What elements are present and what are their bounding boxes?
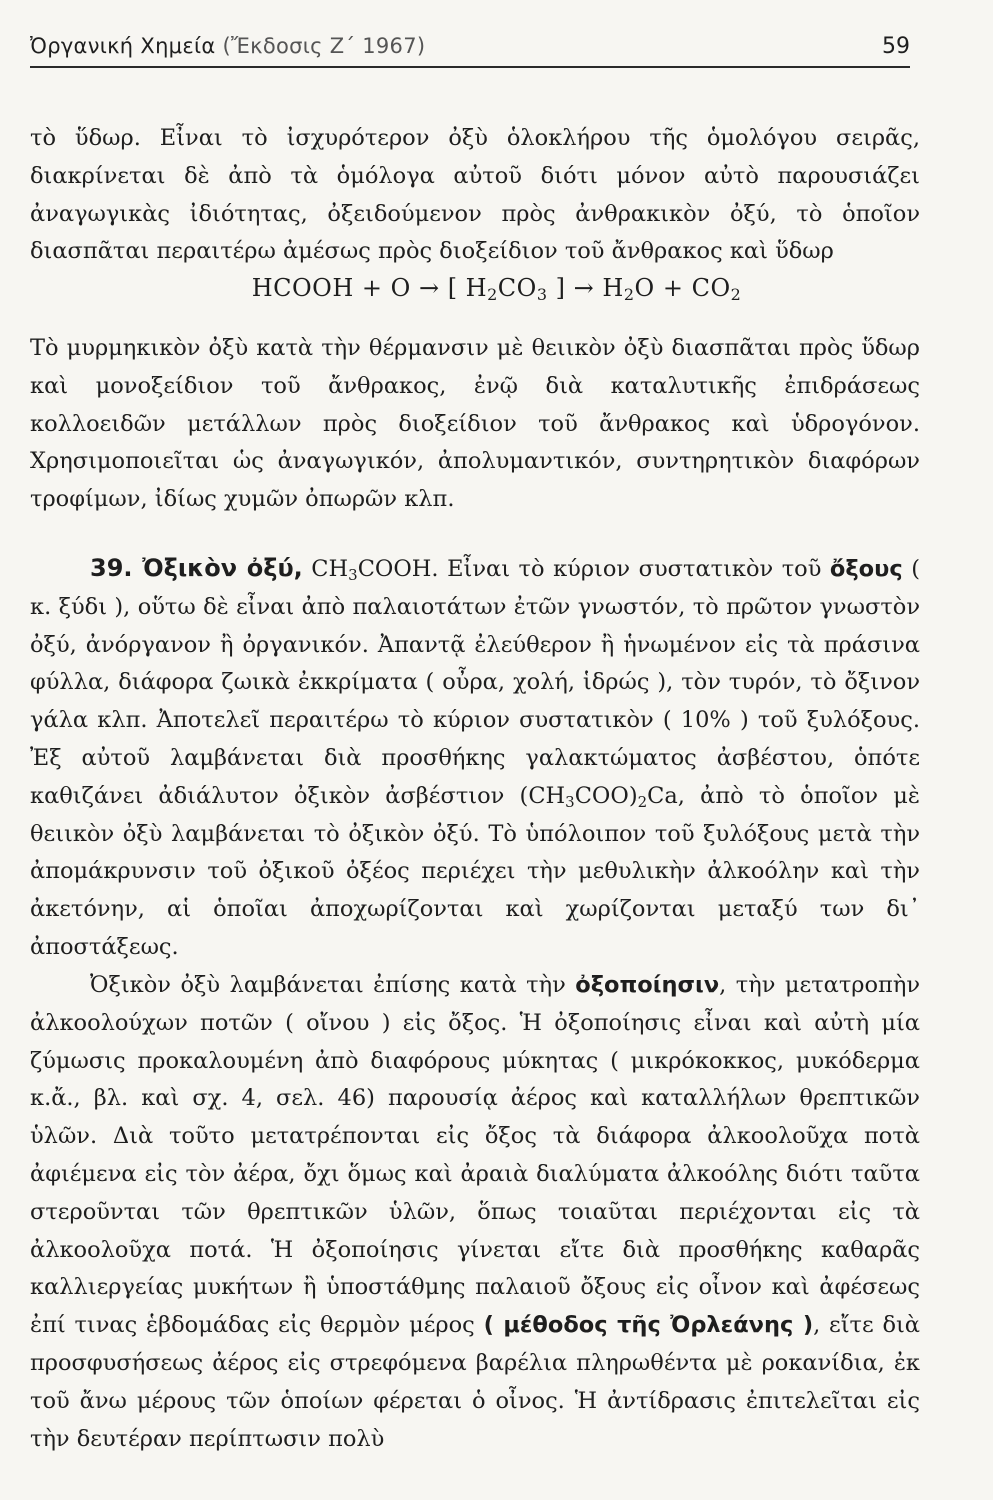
page-header <box>30 30 910 68</box>
term-acetification: ὀξοποίησιν <box>575 972 720 998</box>
ca-formula-c: Ca, <box>647 782 685 809</box>
eq-products: O + CO <box>634 274 731 302</box>
running-title <box>30 34 425 58</box>
eq-sub-2c: 2 <box>730 285 742 304</box>
p4-text-c: , τὴν μετατροπὴν ἀλκοολούχων ποτῶν ( οἴνου ) εἰς ὄξος. Ἡ ὀξοποίησις εἶναι καὶ αὐτὴ μία ζύμωσις προκαλουμένη ἀπὸ διαφόρους μύκητας ( μικρόκοκκος, μυκόδερμα κ.ἄ., βλ. καὶ σχ. 4, σελ. 46) παρουσίᾳ ἀέρος καὶ καταλλήλων θρεπτικῶν ὑλῶν. Διὰ τοῦτο μετατρέπονται εἰς ὄξος τὰ διάφορα ἀλκοολοῦχα ποτὰ ἀφιέμενα εἰς τὸν ἀέρα, ὄχι ὅμως καὶ ἀραιὰ διαλύματα ἀλκοόλης διότι ταῦτα στεροῦνται τῶν θρεπτικῶν ὑλῶν, ὅπως τοιαῦται περιέχονται εἰς τὰ ἀλκοολοῦχα ποτά. Ἡ ὀξοποίησις γίνεται εἴτε διὰ προσθήκης καθαρᾶς καλλιεργείας μυκήτων ἢ ὑποστάθμης παλαιοῦ ὄξους εἰς οἶνον καὶ ἀφέσεως ἐπί τινας ἑβδομάδας εἰς θερμὸν μέρος <box>30 972 921 1339</box>
formula-part-a: CH <box>302 556 349 582</box>
page-number: 59 <box>882 34 910 59</box>
term-oxous: ὄξους <box>829 556 903 582</box>
ca-sub-2: 2 <box>637 792 648 811</box>
paragraph-formic-acid-end: τὸ ὕδωρ. Εἶναι τὸ ἰσχυρότερον ὀξὺ ὁλοκλήρου τῆς ὁμολόγου σειρᾶς, διακρίνεται δὲ ἀπὸ τὰ ὁμόλογα αὐτοῦ διότι μόνον αὐτὸ παρουσιάζει ἀναγωγικὰς ἰδιότητας, ὀξειδούμενον πρὸς ἀνθρακικὸν ὀξύ, τὸ ὁποῖον διασπᾶται περαιτέρω ἀμέσως πρὸς διοξείδιον τοῦ ἄνθρακος καὶ ὕδωρ <box>30 125 920 265</box>
chemical-equation <box>0 274 993 302</box>
eq-arrow-1: → <box>410 274 448 302</box>
ca-formula-a: (CH <box>519 782 566 809</box>
eq-intermediate-close: ] <box>547 274 566 302</box>
eq-arrow-2: → <box>565 274 603 302</box>
section-heading: 39. Ὀξικὸν ὀξύ, <box>90 554 303 582</box>
term-orleans-method: ( μέθοδος τῆς Ὀρλεάνης ) <box>483 1312 814 1339</box>
eq-intermediate-a: [ H <box>447 274 488 302</box>
eq-intermediate-b: CO <box>497 274 537 302</box>
eq-sub-2a: 2 <box>487 285 498 304</box>
eq-sub-3: 3 <box>536 285 548 304</box>
section-acetic-acid <box>30 550 920 967</box>
eq-sub-2b: 2 <box>623 285 635 304</box>
eq-reactants: HCOOH + O <box>251 274 411 302</box>
formula-part-b: COOH. <box>357 556 439 582</box>
paragraph-formic-acid-uses: Τὸ μυρμηκικὸν ὀξὺ κατὰ τὴν θέρμανσιν μὲ θειικὸν ὀξὺ διασπᾶται πρὸς ὕδωρ καὶ μονοξείδιον τοῦ ἄνθρακος, ἐνῷ διὰ καταλυτικῆς ἐπιδράσεως κολλοειδῶν μετάλλων πρὸς διοξείδιον τοῦ ἄνθρακος καὶ ὑδρογόνον. Χρησιμοποιεῖται ὡς ἀναγωγικόν, ἀπολυμαντικόν, συντηρητικὸν διαφόρων τροφίμων, ἰδίως χυμῶν ὀπωρῶν κλπ. <box>30 335 920 513</box>
paragraph-acetification <box>30 967 920 1458</box>
section-text-c: ἀπὸ τὸ ὁποῖον μὲ θειικὸν ὀξὺ λαμβάνεται τὸ ὀξικὸν ὀξύ. Τὸ ὑπόλοιπον τοῦ ξυλόξους μετὰ τὴν ἀπομάκρυνσιν τοῦ ὀξικοῦ ὀξέος περιέχει τὴν μεθυλικὴν ἀλκοόλην καὶ τὴν ἀκετόνην, αἱ ὁποῖαι ἀποχωρίζονται καὶ χωρίζονται μεταξύ των δι᾽ ἀποστάξεως. <box>30 782 920 960</box>
formula-sub: 3 <box>348 566 358 584</box>
section-text-a: Εἶναι τὸ κύριον συστατικὸν τοῦ <box>438 556 830 582</box>
p4-text-e: , εἴτε διὰ προσφυσήσεως ἀέρος εἰς στρεφόμενα βαρέλια πληρωθέντα μὲ ροκανίδια, ἐκ τοῦ ἄνω μέρους τῶν ὁποίων φέρεται ὁ οἶνος. Ἡ ἀντίδρασις ἐπιτελεῖται εἰς τὴν δευτέραν περίπτωσιν πολὺ <box>30 1312 921 1452</box>
eq-product-h: H <box>602 274 624 302</box>
book-title: Ὀργανική Χημεία <box>30 34 216 58</box>
ca-formula-b: COO) <box>574 782 638 809</box>
section-text-b: ( κ. ξύδι ), οὕτω δὲ εἶναι ἀπὸ παλαιοτάτων ἐτῶν γνωστόν, τὸ πρῶτον γνωστὸν ὀξύ, ἀνόργανον ἢ ὀργανικόν. Ἀπαντᾷ ἐλεύθερον ἢ ἡνωμένον εἰς τὰ πράσινα φύλλα, διάφορα ζωικὰ ἐκκρίματα ( οὖρα, χολή, ἱδρώς ), τὸν τυρόν, τὸ ὄξινον γάλα κλπ. Ἀποτελεῖ περαιτέρω τὸ κύριον συστατικὸν ( 10% ) τοῦ ξυλόξους. Ἐξ αὐτοῦ λαμβάνεται διὰ προσθήκης γαλακτώματος ἀσβέστου, ὁπότε καθιζάνει ἀδιάλυτον ὀξικὸν ἀσβέστιον <box>30 556 920 809</box>
edition-note: (Ἔκδοσις Ζ΄ 1967) <box>215 34 426 58</box>
p4-text-a: Ὀξικὸν ὀξὺ λαμβάνεται ἐπίσης κατὰ τὴν <box>90 972 576 998</box>
ca-sub-1: 3 <box>565 792 575 811</box>
